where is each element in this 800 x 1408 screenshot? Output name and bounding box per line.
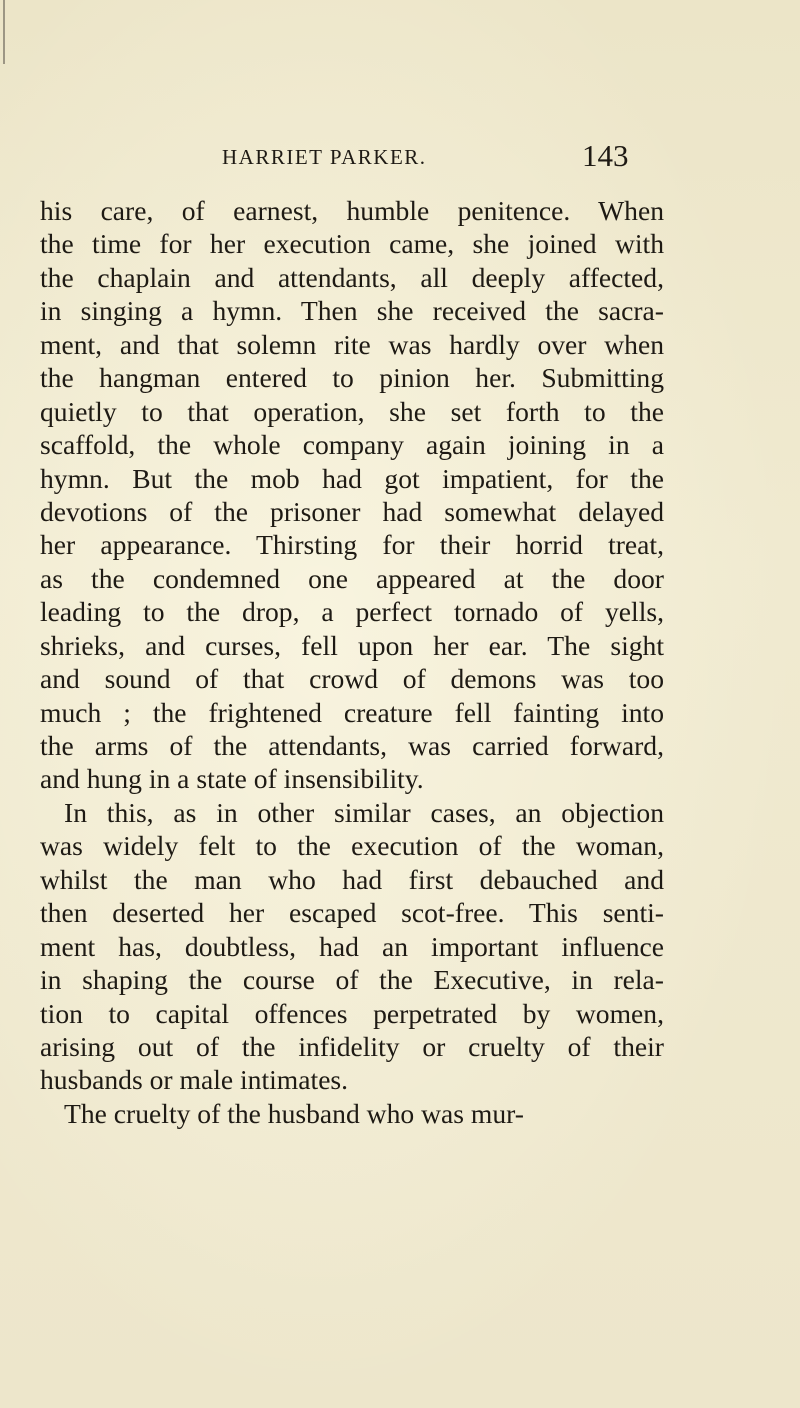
text-line: In this, as in other similar cases, an objection <box>64 796 664 828</box>
text-line: and hung in a state of insensibility. <box>40 763 424 795</box>
text-line: scaffold, the whole company again joining in a <box>40 429 664 461</box>
page-edge-line <box>3 0 5 64</box>
text-line: ment, and that solemn rite was hardly over when <box>40 328 664 360</box>
text-line: and sound of that crowd of demons was too <box>40 663 664 695</box>
running-title: HARRIET PARKER. <box>222 145 427 169</box>
paragraph <box>40 1097 664 1130</box>
text-line: was widely felt to the execution of the woman, <box>40 830 664 862</box>
text-line: whilst the man who had first debauched and <box>40 863 664 895</box>
page-number: 143 <box>582 138 629 173</box>
text-line: his care, of earnest, humble penitence. When <box>40 195 664 226</box>
page-header <box>0 138 800 178</box>
text-line: the arms of the attendants, was carried forward, <box>40 730 664 761</box>
body-text <box>40 194 664 1130</box>
paragraph <box>40 194 664 796</box>
text-line: in singing a hymn. Then she received the sacra- <box>40 295 664 327</box>
text-line: as the condemned one appeared at the door <box>40 562 664 594</box>
paragraph <box>40 796 664 1097</box>
text-line: leading to the drop, a perfect tornado of yells, <box>40 596 664 628</box>
text-line: the hangman entered to pinion her. Submitting <box>40 362 664 394</box>
text-line: much ; the frightened creature fell fainting into <box>40 696 664 728</box>
text-line: in shaping the course of the Executive, in rela- <box>40 964 664 996</box>
text-line: tion to capital offences perpetrated by women, <box>40 997 664 1029</box>
text-line: hymn. But the mob had got impatient, for the <box>40 462 664 494</box>
text-line: quietly to that operation, she set forth to the <box>40 395 664 427</box>
text-line: devotions of the prisoner had somewhat delayed <box>40 495 664 527</box>
text-line: arising out of the infidelity or cruelty of their <box>40 1030 664 1062</box>
text-line: her appearance. Thirsting for their horrid treat, <box>40 529 664 561</box>
text-line: shrieks, and curses, fell upon her ear. The sight <box>40 629 664 661</box>
text-line: husbands or male intimates. <box>40 1064 349 1096</box>
text-line: ment has, doubtless, had an important influence <box>40 930 664 962</box>
text-line: then deserted her escaped scot-free. This senti- <box>40 897 664 929</box>
text-line: The cruelty of the husband who was mur- <box>64 1097 524 1129</box>
text-line: the chaplain and attendants, all deeply affected, <box>40 261 664 293</box>
text-line: the time for her execution came, she joined with <box>40 228 664 260</box>
